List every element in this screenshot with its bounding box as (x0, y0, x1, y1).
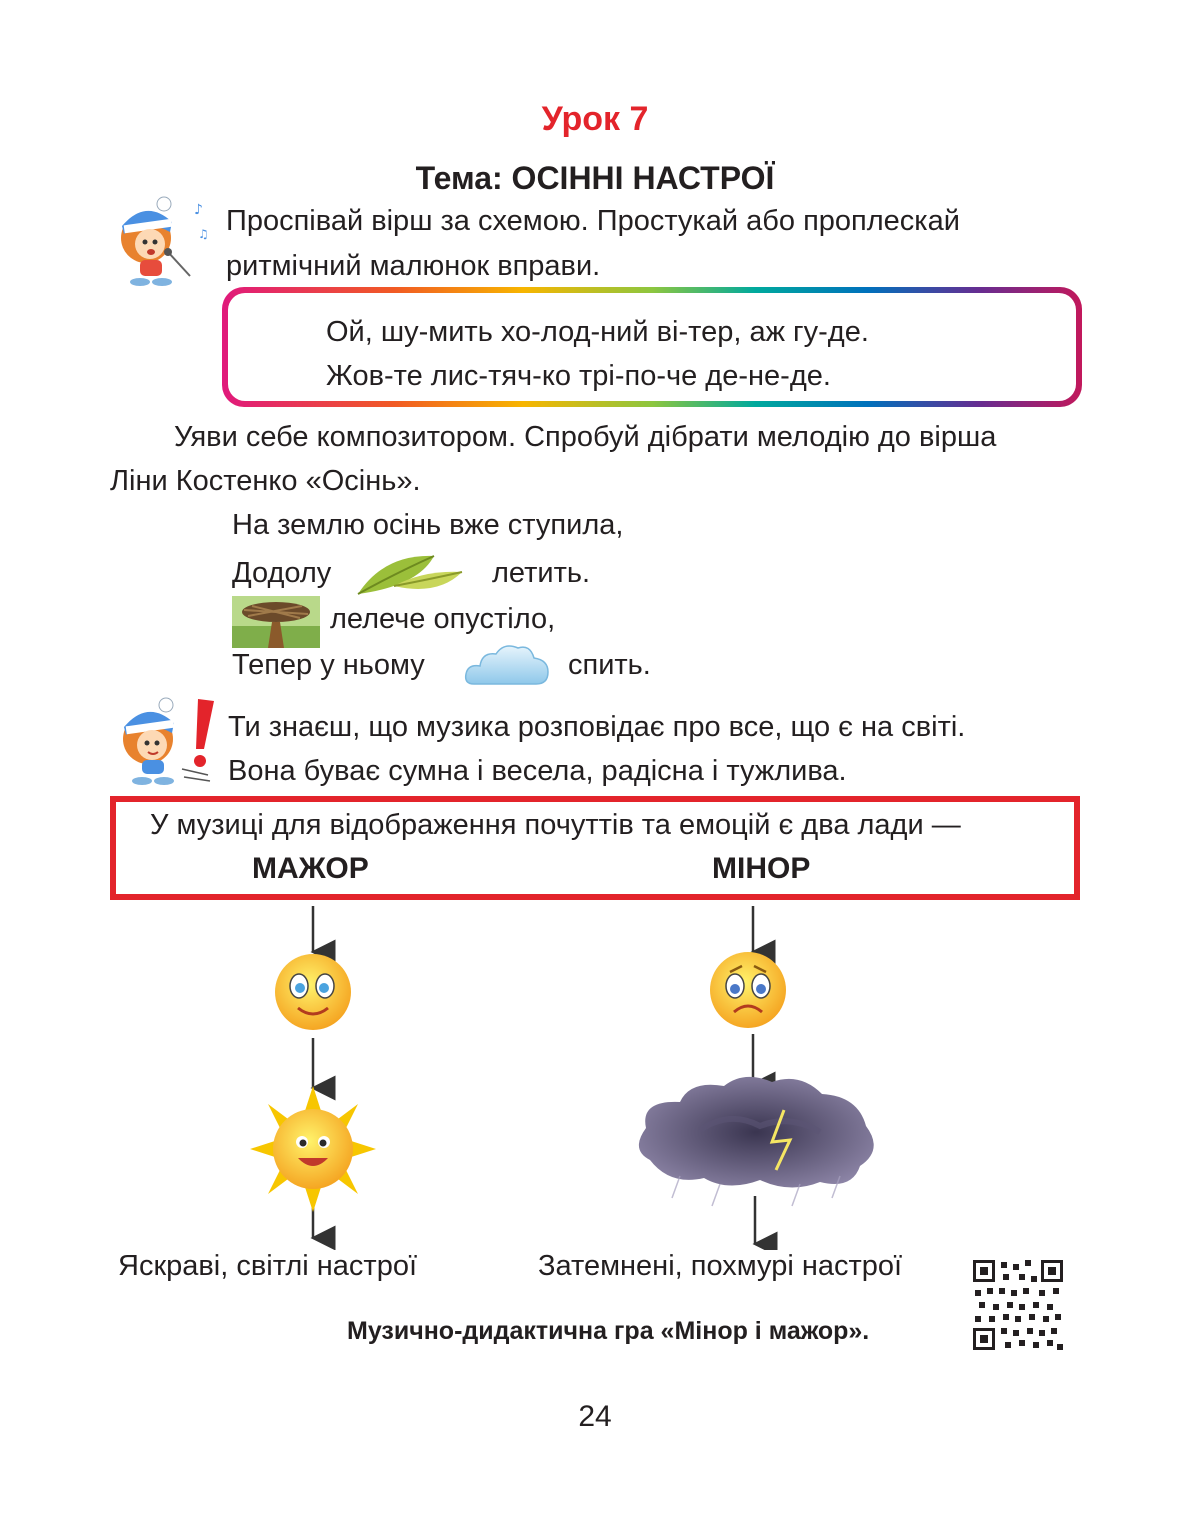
major-caption: Яскраві, світлі настрої (118, 1250, 418, 1282)
major-label: МАЖОР (252, 852, 369, 885)
task2-line2: Ліни Костенко «Осінь». (110, 465, 421, 497)
game-title: Музично-дидактична гра «Мінор і мажор». (347, 1317, 870, 1345)
topic-title: Тема: ОСІННІ НАСТРОЇ (415, 160, 775, 196)
page-number: 24 (578, 1400, 612, 1433)
info-line1: Ти знаєш, що музика розповідає про все, що є на світі. (228, 711, 966, 743)
rhythm-line1: Ой, шу-мить хо-лод-ний ві-тер, аж гу-де. (326, 316, 869, 348)
lesson-title: Урок 7 (541, 100, 649, 138)
rhythm-box (222, 287, 1082, 407)
rhythm-line2: Жов-те лис-тяч-ко трі-по-че де-не-де. (326, 360, 831, 392)
sad-face-icon (710, 952, 786, 1028)
qr-code-icon[interactable] (973, 1260, 1063, 1350)
poem-line4-start: Тепер у ньому (232, 649, 425, 681)
singing-child-icon (110, 192, 214, 288)
modes-box-text: У музиці для відображення почуттів та емоцій є два лади — (150, 809, 961, 841)
storm-cloud-icon (639, 1077, 874, 1206)
poem-line2-end: летить. (492, 557, 591, 589)
svg-text:♪: ♪ (194, 202, 203, 218)
task2-line1: Уяви себе композитором. Спробуй дібрати мелодію до вірша (174, 421, 997, 453)
poem-line4-end: спить. (568, 649, 651, 681)
minor-caption: Затемнені, похмурі настрої (538, 1250, 903, 1282)
task1-line1: Проспівай вірш за схемою. Простукай або проплескай (226, 205, 960, 237)
poem-line3: лелече опустіло, (330, 603, 556, 635)
leaves-icon (354, 546, 466, 598)
svg-text:♫: ♫ (198, 227, 209, 241)
poem-line2-start: Додолу (232, 557, 332, 589)
modes-diagram (0, 900, 1190, 1250)
happy-face-icon (275, 954, 351, 1030)
info-line2: Вона буває сумна і весела, радісна і тужлива. (228, 755, 847, 787)
cloud-icon (464, 640, 550, 690)
poem-line1: На землю осінь вже ступила, (232, 509, 624, 541)
exclamation-child-icon (112, 695, 222, 787)
minor-label: МІНОР (712, 852, 811, 885)
sun-icon (250, 1086, 376, 1212)
task1-line2: ритмічний малюнок вправи. (226, 250, 601, 282)
stork-nest-icon (232, 596, 320, 648)
